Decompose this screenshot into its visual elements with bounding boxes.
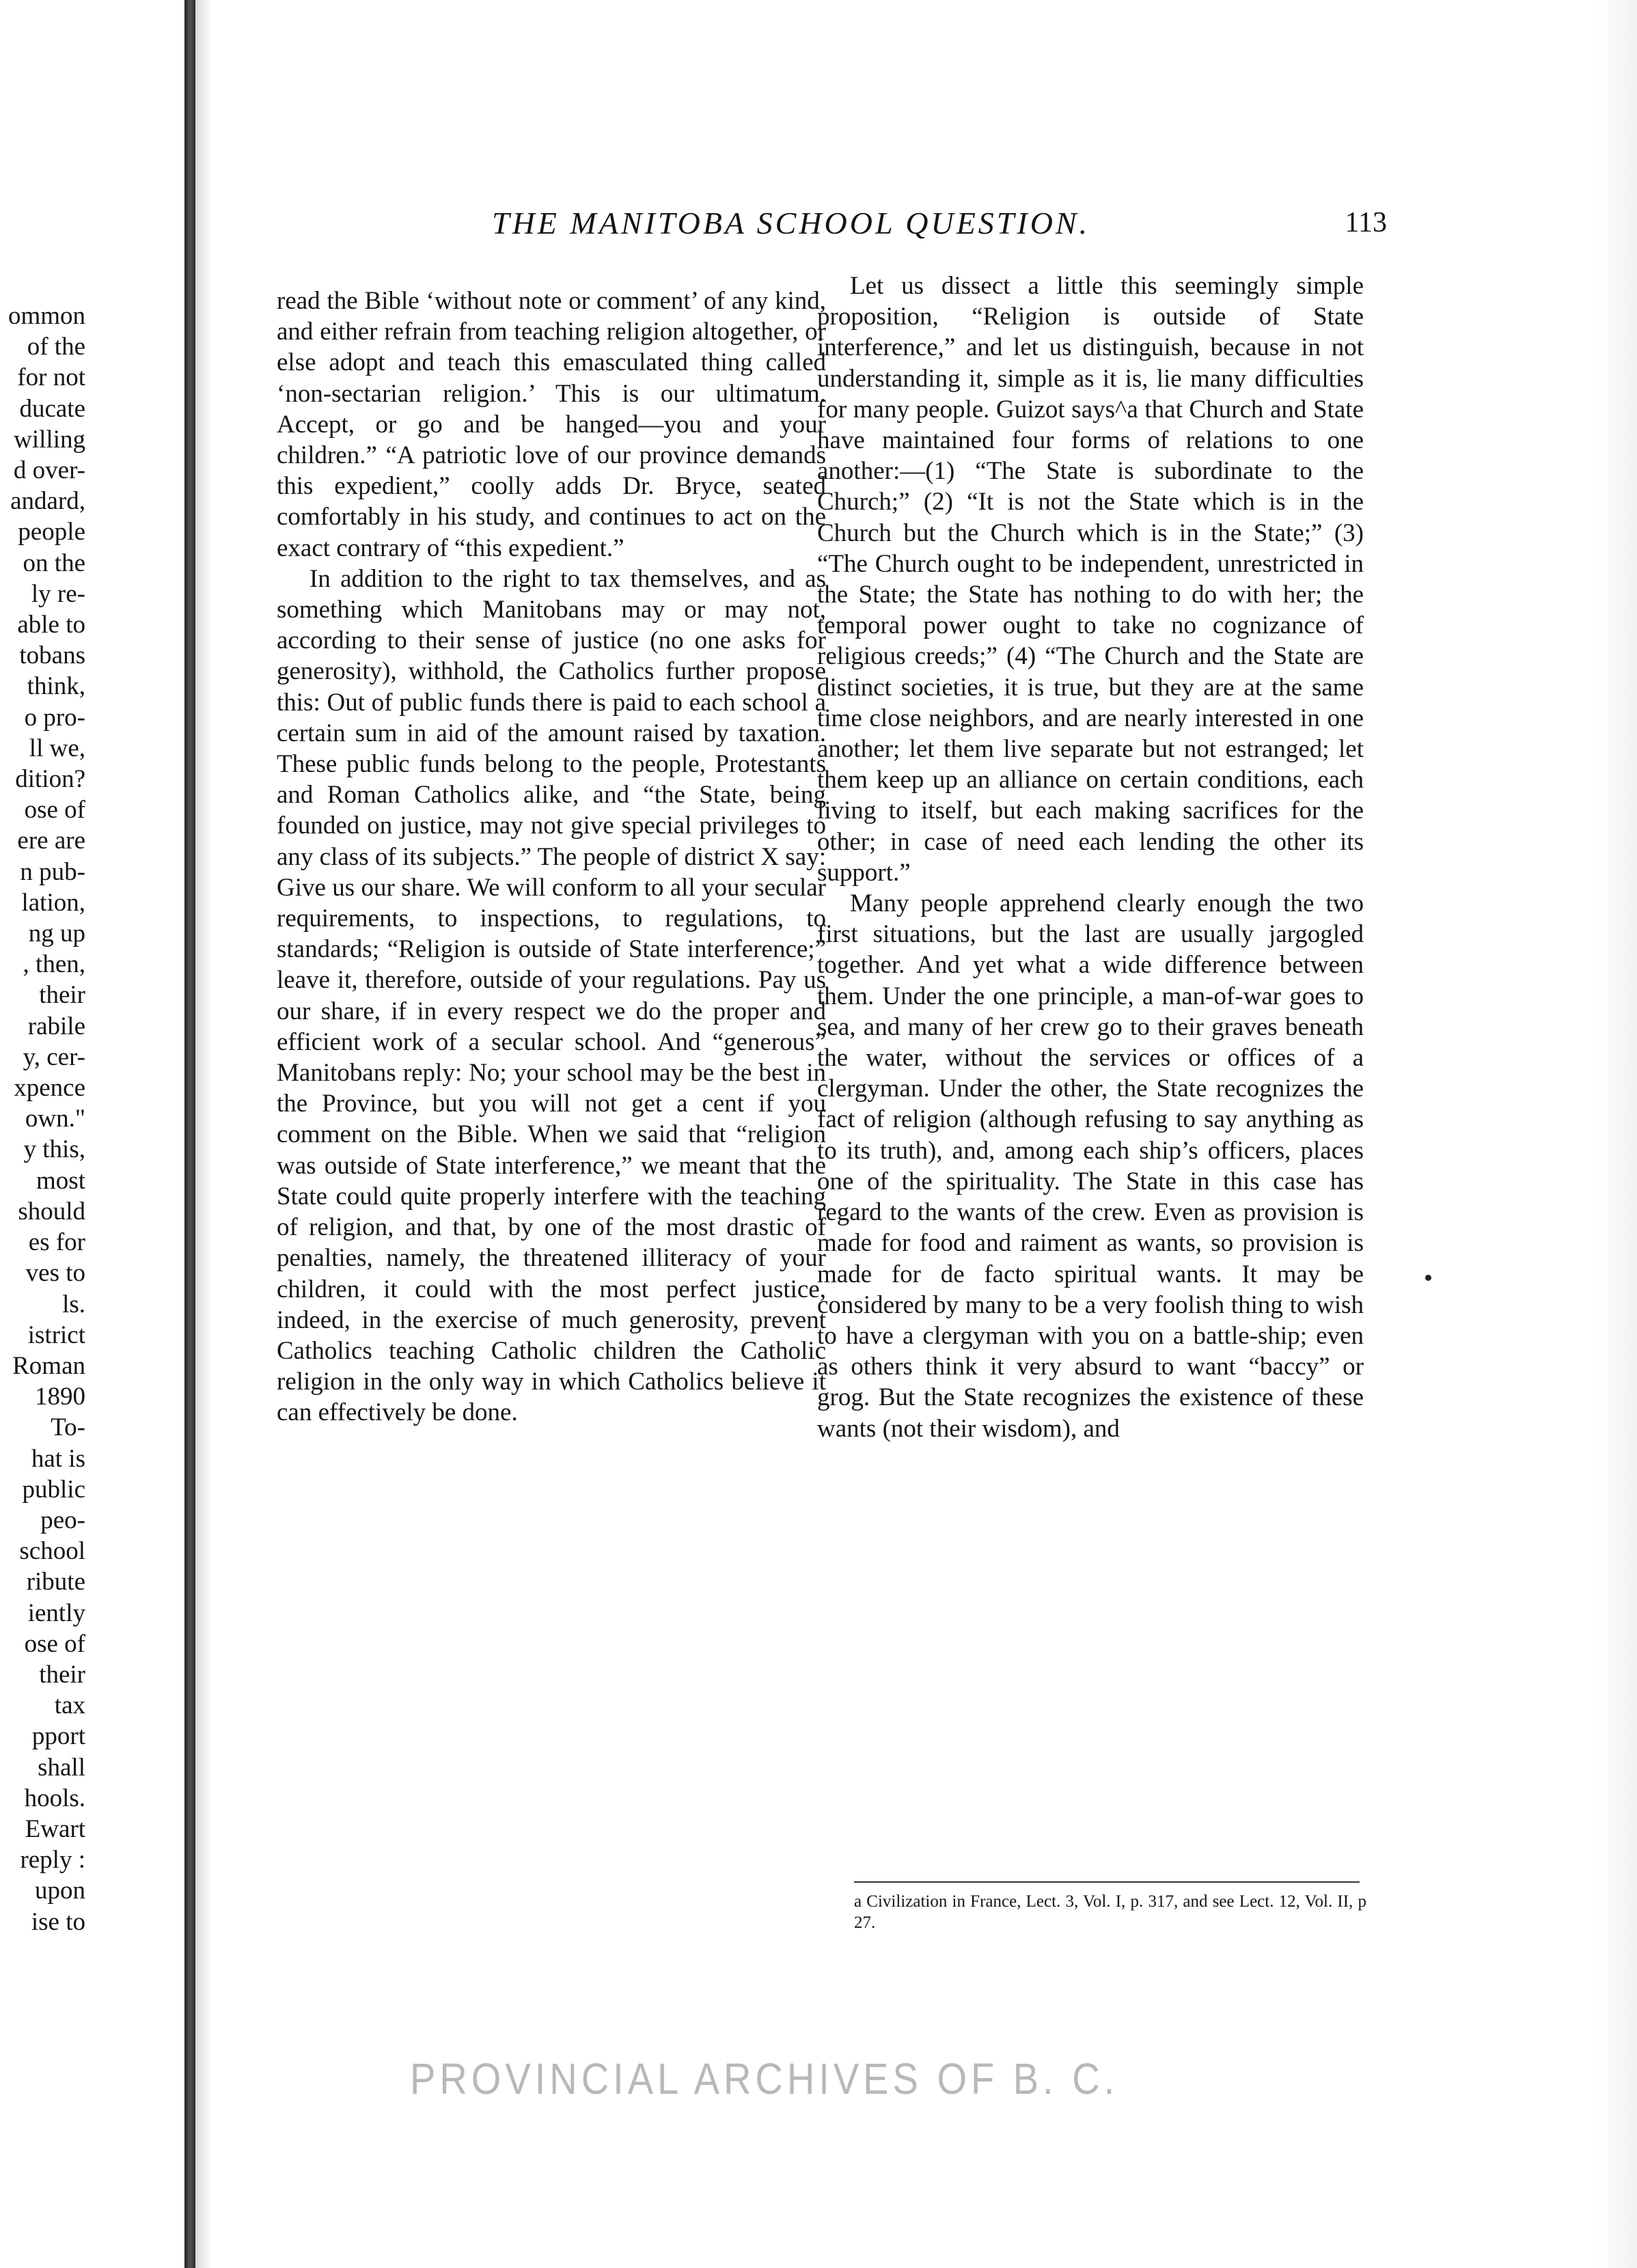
- previous-page-line: d over-: [13, 456, 85, 485]
- left-text-column: [277, 286, 826, 1428]
- archive-stamp: PROVINCIAL ARCHIVES OF B. C.: [410, 2053, 1119, 2103]
- previous-page-line: tobans: [19, 641, 85, 670]
- previous-page-line: hools.: [24, 1784, 85, 1812]
- footnote-divider: [854, 1881, 1360, 1883]
- previous-page-line: xpence: [14, 1074, 85, 1103]
- paragraph: Let us dissect a little this seemingly simple proposition, “Religion is outside of State interference,” and let us distinguish, because in not understanding it, simple as it is, lie many difficulties for many people. Guizot says^a that Church and State have maintained four forms of relations to one another:—(1) “The State is subordinate to the Church;” (2) “It is not the State which is in the Church but the Church which is in the State;” (3) “The Church ought to be independent, unrestricted in the State; the State has nothing to do with her; the temporal power ought to take no cognizance of religious creeds;” (4) “The Church and the State are distinct societies, it is true, but they are at the same time close neighbors, and are nearly interested in one another; let them live separate but not estranged; let them keep up an alliance on certain conditions, each living to itself, but each making sacrifices for the other; in case of need each lending the other its support.”: [817, 272, 1364, 887]
- previous-page-line: ise to: [31, 1907, 85, 1936]
- page-number: 113: [1345, 207, 1387, 238]
- previous-page-line: ommon: [8, 302, 85, 330]
- previous-page-line: willing: [14, 425, 85, 454]
- previous-page-line: should: [18, 1197, 85, 1226]
- previous-page-line: peo-: [40, 1506, 85, 1534]
- previous-page-line: lation,: [21, 888, 85, 917]
- gutter-shadow: [195, 0, 212, 2268]
- previous-page-line: n pub-: [20, 857, 85, 886]
- paragraph: In addition to the right to tax themselves, and as something which Manitobans may or may not, according to their sense of justice (no one asks for generosity), withhold, the Catholics further propose this: Out of public funds there is paid to each school a certain sum in aid of the amount raised by taxation. These public funds belong to the people, Protestants and Roman Catholics alike, and “the State, being founded on justice, may not give special privileges to any class of its subjects.” The people of district X say: Give us our share. We will conform to all your secular requirements, to inspections, to regulations, to standards; “Religion is outside of State interference;” leave it, therefore, outside of your regulations. Pay us our share, if in every respect we do the proper and efficient work of a secular school. And “generous” Manitobans reply: No; your school may be the best in the Province, but you will not get a cent if you comment on the Bible. When we said that “religion was outside of State interference,” we meant that the State could quite properly interfere with the teaching of religion, and that, by one of the most drastic of penalties, namely, the threatened illiteracy of your children, it could with the most perfect justice, indeed, in the exercise of much generosity, prevent Catholics teaching Catholic children the Catholic religion in the only way in which Catholics believe it can effectively be done.: [277, 564, 826, 1427]
- right-text-column: [817, 271, 1364, 1444]
- previous-page-line: able to: [17, 611, 85, 639]
- footnote: a Civilization in France, Lect. 3, Vol. I, p. 317, and see Lect. 12, Vol. II, p 27.: [854, 1892, 1366, 1932]
- previous-page-line: ose of: [24, 1629, 85, 1658]
- previous-page-line: tax: [54, 1691, 85, 1720]
- page-header: [280, 205, 1387, 246]
- previous-page-line: Ewart: [25, 1814, 85, 1843]
- previous-page-line: ly re-: [31, 579, 85, 608]
- previous-page-line: reply :: [20, 1846, 85, 1875]
- previous-page-line: istrict: [27, 1320, 85, 1349]
- previous-page-line: , then,: [23, 950, 85, 979]
- previous-page-line: shall: [38, 1753, 85, 1782]
- running-title: THE MANITOBA SCHOOL QUESTION.: [492, 206, 1090, 240]
- previous-page-text-fragments: [0, 301, 85, 1937]
- previous-page-line: ere are: [17, 827, 85, 855]
- previous-page-line: ducate: [19, 394, 85, 423]
- previous-page-line: most: [36, 1166, 85, 1195]
- previous-page-line: dition?: [15, 765, 85, 794]
- previous-page-line: ose of: [24, 796, 85, 825]
- paragraph: Many people apprehend clearly enough the two first situations, but the last are usually jargogled together. And yet what a wide difference between them. Under the one principle, a man-of-war goes to sea, and many of her crew go to their graves beneath the water, without the services or offices of a clergyman. Under the other, the State recognizes the fact of religion (although refusing to say anything as to its truth), and, among each ship’s officers, places one of the spirituality. The State in this case has regard to the wants of the crew. Even as provision is made for food and raiment as wants, so provision is made for de facto spiritual wants. It may be considered by many to be a very foolish thing to wish to have a clergyman with you on a battle-ship; even as others think it very absurd to want “baccy” or grog. But the State recognizes the existence of these wants (not their wisdom), and: [817, 889, 1364, 1443]
- previous-page-line: public: [22, 1475, 85, 1504]
- previous-page-line: To-: [51, 1413, 85, 1442]
- previous-page-line: y, cer-: [23, 1042, 85, 1071]
- previous-page-line: o pro-: [24, 703, 85, 732]
- previous-page-line: ng up: [28, 919, 85, 948]
- previous-page-line: 1890: [35, 1383, 85, 1411]
- previous-page-line: Roman: [12, 1351, 85, 1380]
- previous-page-line: andard,: [10, 487, 85, 516]
- page-edge: [1596, 0, 1637, 2268]
- previous-page-line: y this,: [23, 1135, 85, 1164]
- previous-page-line: on the: [23, 549, 85, 577]
- book-spine-shadow: [184, 0, 195, 2268]
- previous-page-line: ves to: [25, 1259, 85, 1288]
- previous-page-line: of the: [27, 333, 85, 361]
- paragraph: read the Bible ‘without note or comment’ of any kind, and either refrain from teaching religion altogether, or else adopt and teach this emasculated thing called ‘non-sectarian religion.’ This is our ultimatum. Accept, or go and be hanged—you and your children.” “A patriotic love of our province demands this expedient,” coolly adds Dr. Bryce, seated comfortably in his study, and continues to act on the exact contrary of “this expedient.”: [277, 287, 826, 562]
- previous-page-line: their: [39, 981, 85, 1010]
- previous-page-line: school: [19, 1537, 85, 1566]
- previous-page-line: iently: [27, 1599, 85, 1627]
- previous-page-line: people: [18, 518, 85, 547]
- previous-page-line: think,: [27, 672, 85, 701]
- previous-page-line: upon: [35, 1877, 85, 1905]
- previous-page-line: their: [39, 1660, 85, 1689]
- previous-page-line: pport: [31, 1722, 85, 1751]
- previous-page-line: own.": [25, 1105, 85, 1133]
- previous-page-line: rabile: [27, 1012, 85, 1040]
- previous-page-line: for not: [17, 363, 85, 392]
- previous-page-line: es for: [28, 1228, 85, 1257]
- previous-page-line: ls.: [62, 1290, 85, 1318]
- previous-page-line: ll we,: [29, 734, 85, 762]
- previous-page-line: ribute: [26, 1568, 85, 1596]
- ink-speck: [1425, 1275, 1431, 1281]
- previous-page-line: hat is: [31, 1444, 85, 1473]
